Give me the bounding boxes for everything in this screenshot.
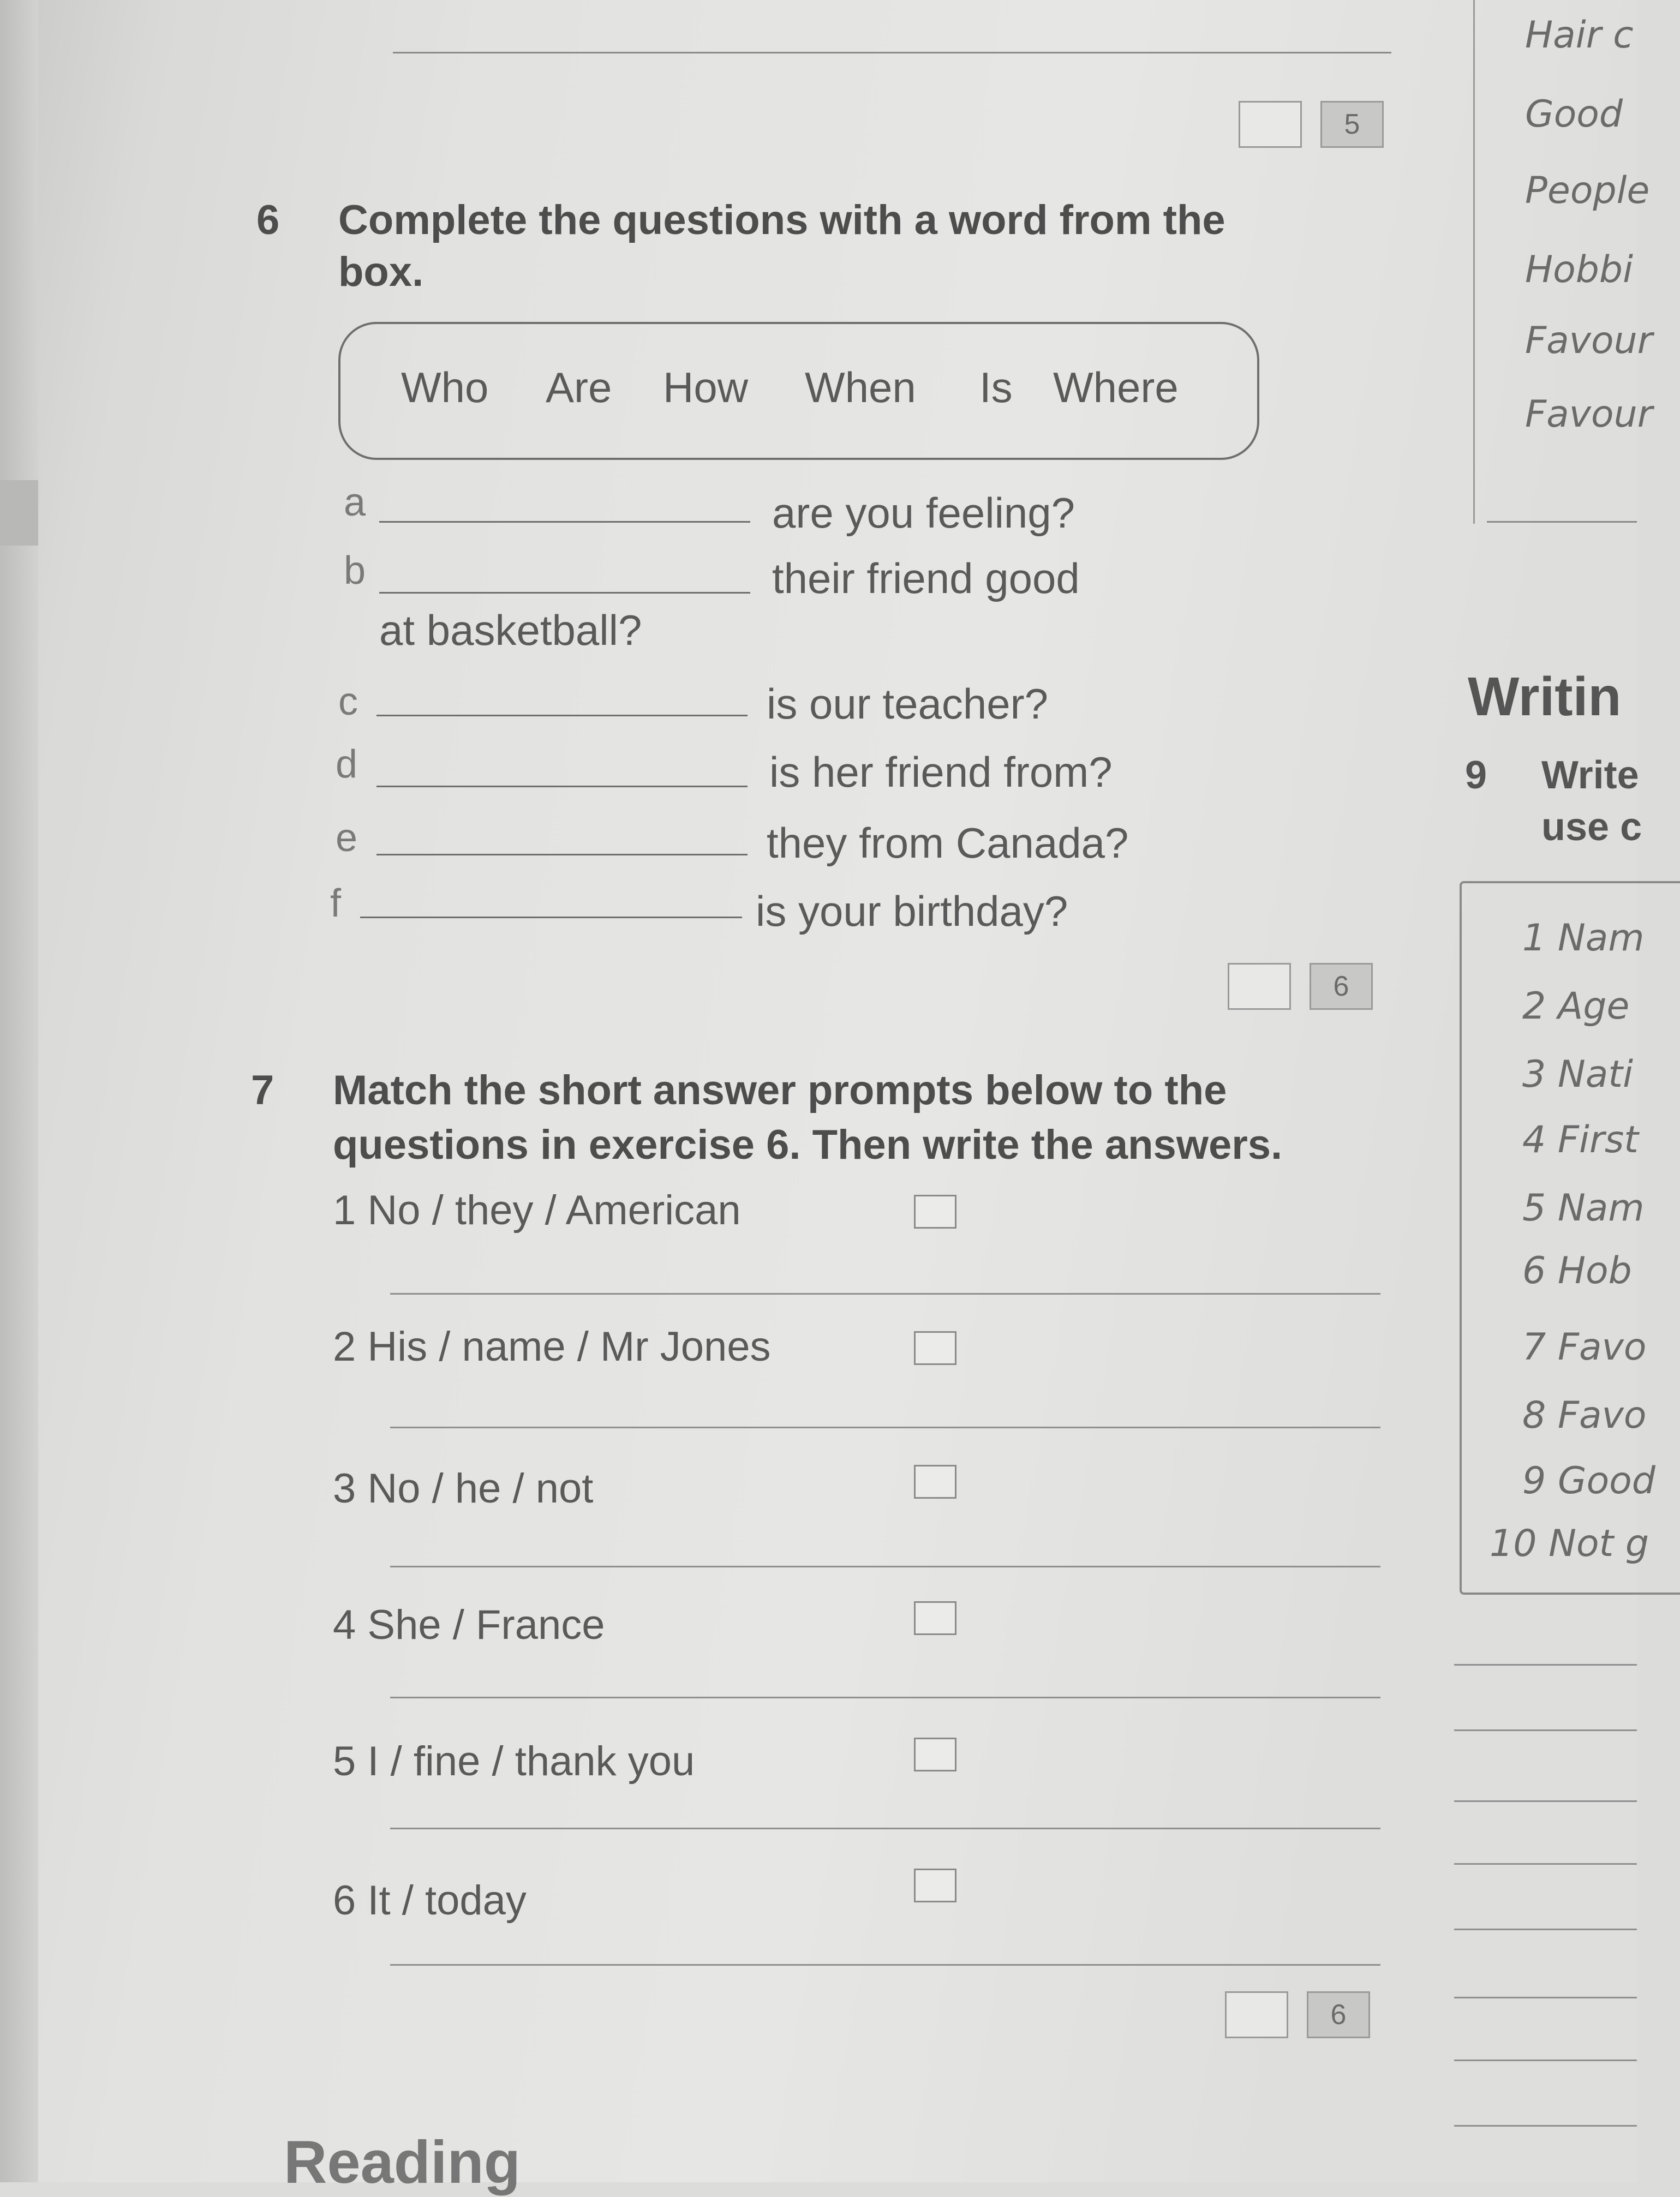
writing-list-item-10: 10 Not g <box>1490 1522 1649 1565</box>
question-text-c: is our teacher? <box>767 680 1048 728</box>
right-item-4: Hobbi <box>1525 248 1633 291</box>
book-spine <box>0 0 38 2182</box>
exercise-6-title-line2: box. <box>338 249 424 295</box>
writing-list-item-2: 2 Age <box>1522 985 1630 1028</box>
spine-tab <box>0 480 38 546</box>
question-text-d: is her friend from? <box>769 748 1113 796</box>
score-box-6: 6 <box>1310 963 1373 1010</box>
blank-e[interactable] <box>376 854 748 855</box>
match-box-4[interactable] <box>914 1601 956 1635</box>
writing-list-item-9: 9 Good <box>1522 1459 1655 1502</box>
exercise-7-heading <box>251 1064 1227 1117</box>
writing-line-8[interactable] <box>1454 2125 1637 2127</box>
right-item-2: Good <box>1525 93 1623 136</box>
question-letter-a: a <box>344 481 366 524</box>
writing-list-item-7: 7 Favo <box>1522 1326 1647 1369</box>
checkbox-score-7[interactable] <box>1225 1991 1288 2038</box>
answer-line-5[interactable] <box>390 1828 1380 1829</box>
question-text-b-continuation: at basketball? <box>379 606 642 654</box>
right-item-3: People <box>1525 169 1650 212</box>
writing-list-item-5: 5 Nam <box>1522 1187 1645 1230</box>
blank-b[interactable] <box>379 592 750 594</box>
word-when: When <box>805 363 916 411</box>
blank-d[interactable] <box>376 786 748 787</box>
right-item-6: Favour <box>1525 393 1653 436</box>
writing-line-2[interactable] <box>1454 1729 1637 1731</box>
score-box-7: 6 <box>1307 1991 1370 2038</box>
exercise-7-title-line2: questions in exercise 6. Then write the answers. <box>333 1122 1283 1168</box>
prompt-1: 1 No / they / American <box>333 1187 741 1234</box>
writing-list-item-6: 6 Hob <box>1522 1249 1632 1292</box>
blank-a[interactable] <box>379 521 750 523</box>
word-are: Are <box>546 363 612 411</box>
right-top-bottom-line <box>1487 521 1637 523</box>
prompt-5: 5 I / fine / thank you <box>333 1738 695 1785</box>
question-letter-f: f <box>330 882 342 925</box>
blank-f[interactable] <box>360 917 742 918</box>
answer-line-2[interactable] <box>390 1427 1380 1428</box>
exercise-7-title-line1: Match the short answer prompts below to the <box>333 1067 1227 1114</box>
answer-line-6[interactable] <box>390 1964 1380 1966</box>
word-who: Who <box>401 363 489 411</box>
right-item-1: Hair c <box>1525 14 1634 57</box>
match-box-1[interactable] <box>914 1195 956 1229</box>
match-box-6[interactable] <box>914 1869 956 1902</box>
word-where: Where <box>1053 363 1179 411</box>
instruction-9-line1: Write <box>1541 753 1639 797</box>
writing-line-1[interactable] <box>1454 1664 1637 1666</box>
question-text-b: their friend good <box>772 554 1080 602</box>
prompt-4: 4 She / France <box>333 1602 605 1648</box>
match-box-5[interactable] <box>914 1738 956 1771</box>
writing-list-item-1: 1 Nam <box>1522 917 1645 960</box>
writing-heading: Writin <box>1468 666 1622 727</box>
exercise-7-number: 7 <box>251 1067 274 1114</box>
question-letter-e: e <box>336 816 358 860</box>
question-letter-c: c <box>338 680 358 723</box>
score-box-5: 5 <box>1320 101 1384 148</box>
right-column-divider <box>1473 0 1475 524</box>
checkbox-score-6[interactable] <box>1228 963 1291 1010</box>
answer-line-4[interactable] <box>390 1697 1380 1698</box>
word-is: Is <box>979 363 1013 411</box>
writing-line-4[interactable] <box>1454 1863 1637 1865</box>
top-divider-line <box>393 52 1391 53</box>
answer-line-1[interactable] <box>390 1293 1380 1295</box>
instruction-9-number: 9 <box>1465 753 1487 797</box>
question-letter-d: d <box>336 743 358 786</box>
match-box-2[interactable] <box>914 1331 956 1365</box>
writing-list-item-8: 8 Favo <box>1522 1394 1647 1437</box>
prompt-2: 2 His / name / Mr Jones <box>333 1324 771 1370</box>
exercise-6-number: 6 <box>256 197 280 243</box>
prompt-3: 3 No / he / not <box>333 1465 594 1512</box>
exercise-6-heading <box>256 194 1225 247</box>
writing-line-6[interactable] <box>1454 1997 1637 1998</box>
prompt-6: 6 It / today <box>333 1877 527 1924</box>
writing-line-7[interactable] <box>1454 2060 1637 2061</box>
question-letter-b: b <box>344 549 366 592</box>
answer-line-3[interactable] <box>390 1566 1380 1567</box>
question-text-f: is your birthday? <box>756 887 1068 935</box>
blank-c[interactable] <box>376 715 748 716</box>
writing-line-5[interactable] <box>1454 1929 1637 1930</box>
writing-list-item-3: 3 Nati <box>1522 1053 1633 1096</box>
exercise-6-title-line1: Complete the questions with a word from the <box>338 197 1225 243</box>
writing-line-3[interactable] <box>1454 1800 1637 1802</box>
question-text-e: they from Canada? <box>767 819 1129 867</box>
question-text-a: are you feeling? <box>772 489 1075 537</box>
checkbox-score-5[interactable] <box>1239 101 1302 148</box>
match-box-3[interactable] <box>914 1465 956 1499</box>
reading-heading: Reading <box>284 2129 521 2196</box>
writing-list-item-4: 4 First <box>1522 1118 1639 1162</box>
instruction-9-line2: use c <box>1541 805 1642 849</box>
word-how: How <box>663 363 749 411</box>
right-item-5: Favour <box>1525 319 1653 362</box>
